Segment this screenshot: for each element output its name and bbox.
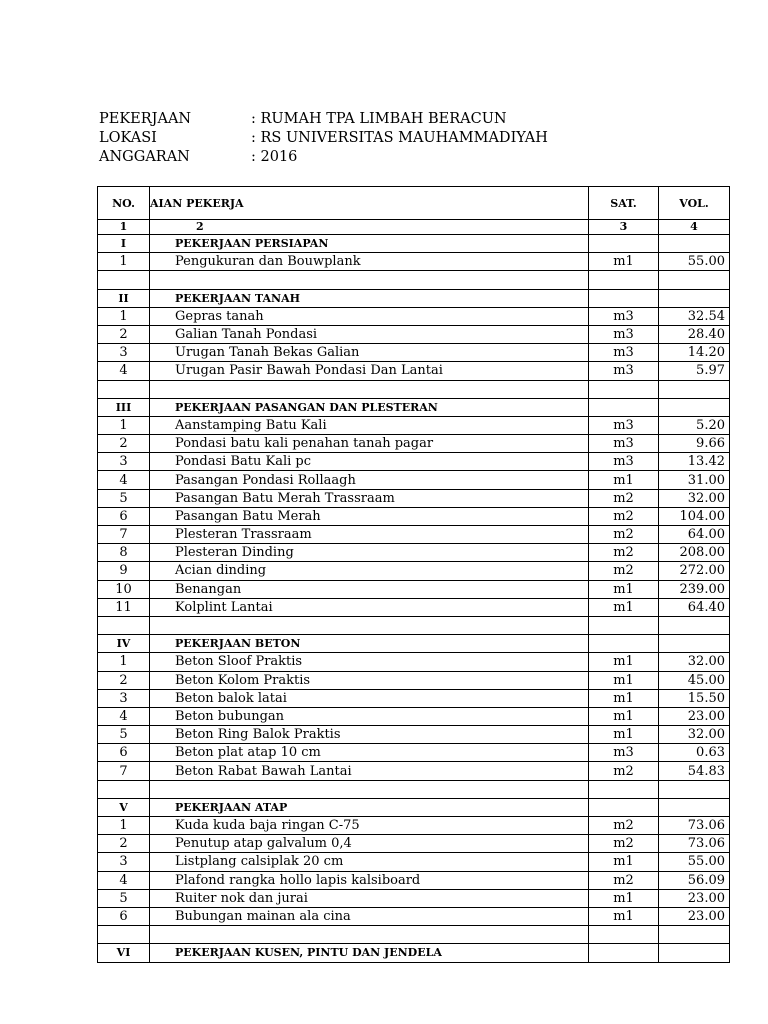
row-description: Aanstamping Batu Kali <box>150 416 589 434</box>
row-number <box>98 271 150 289</box>
row-number: 3 <box>98 344 150 362</box>
document-header <box>99 110 548 167</box>
row-number: 1 <box>98 653 150 671</box>
row-description: Listplang calsiplak 20 cm <box>150 853 589 871</box>
row-description: PEKERJAAN TANAH <box>150 289 589 307</box>
row-volume: 14.20 <box>659 344 730 362</box>
row-unit: m1 <box>589 253 659 271</box>
lokasi-value: : RS UNIVERSITAS MAUHAMMADIYAH <box>251 130 548 146</box>
row-description: Gepras tanah <box>150 307 589 325</box>
row-volume: 64.40 <box>659 598 730 616</box>
row-volume: 32.00 <box>659 489 730 507</box>
row-number: 1 <box>98 416 150 434</box>
row-volume: 54.83 <box>659 762 730 780</box>
row-number: 11 <box>98 598 150 616</box>
row-volume: 32.00 <box>659 653 730 671</box>
row-volume: 272.00 <box>659 562 730 580</box>
row-number: 9 <box>98 562 150 580</box>
row-number: 6 <box>98 907 150 925</box>
row-unit <box>589 271 659 289</box>
row-number <box>98 616 150 634</box>
row-description: Beton Sloof Praktis <box>150 653 589 671</box>
row-number: 3 <box>98 853 150 871</box>
row-number: 4 <box>98 871 150 889</box>
row-unit <box>589 798 659 816</box>
row-description: Beton Kolom Praktis <box>150 671 589 689</box>
section-row <box>98 235 730 253</box>
row-description: Pondasi Batu Kali pc <box>150 453 589 471</box>
row-number: 1 <box>98 253 150 271</box>
row-unit: m1 <box>589 907 659 925</box>
row-unit <box>589 926 659 944</box>
row-volume: 56.09 <box>659 871 730 889</box>
row-unit: m2 <box>589 544 659 562</box>
row-unit: m3 <box>589 325 659 343</box>
row-number: 1 <box>98 307 150 325</box>
row-volume: 45.00 <box>659 671 730 689</box>
row-number: 7 <box>98 526 150 544</box>
row-number <box>98 780 150 798</box>
row-description <box>150 380 589 398</box>
row-description: Bubungan mainan ala cina <box>150 907 589 925</box>
row-volume <box>659 798 730 816</box>
row-volume: 9.66 <box>659 435 730 453</box>
row-volume <box>659 380 730 398</box>
row-unit: m3 <box>589 453 659 471</box>
row-unit <box>589 780 659 798</box>
pekerjaan-label: PEKERJAAN <box>99 111 192 127</box>
table-row <box>98 853 730 871</box>
row-unit: m3 <box>589 344 659 362</box>
table-row <box>98 653 730 671</box>
row-unit: m2 <box>589 562 659 580</box>
row-number: 4 <box>98 707 150 725</box>
row-unit: m1 <box>589 671 659 689</box>
row-unit: m2 <box>589 489 659 507</box>
row-volume: 32.54 <box>659 307 730 325</box>
row-unit: m3 <box>589 435 659 453</box>
row-unit: m1 <box>589 726 659 744</box>
row-volume <box>659 398 730 416</box>
row-volume: 32.00 <box>659 726 730 744</box>
row-number: 2 <box>98 835 150 853</box>
row-volume: 55.00 <box>659 253 730 271</box>
row-unit <box>589 289 659 307</box>
row-description: PEKERJAAN KUSEN, PINTU DAN JENDELA <box>150 944 589 962</box>
table-row <box>98 762 730 780</box>
row-number: I <box>98 235 150 253</box>
row-number: 4 <box>98 362 150 380</box>
row-volume: 239.00 <box>659 580 730 598</box>
table-row <box>98 889 730 907</box>
row-description: Ruiter nok dan jurai <box>150 889 589 907</box>
table-row <box>98 507 730 525</box>
table-row <box>98 835 730 853</box>
table-row <box>98 544 730 562</box>
row-number: 6 <box>98 744 150 762</box>
table-row <box>98 871 730 889</box>
row-description: Beton balok latai <box>150 689 589 707</box>
table-row <box>98 344 730 362</box>
column-header-unit: SAT. <box>589 187 659 220</box>
row-volume <box>659 235 730 253</box>
row-description: PEKERJAAN PERSIAPAN <box>150 235 589 253</box>
table-row <box>98 362 730 380</box>
row-volume: 0.63 <box>659 744 730 762</box>
row-volume: 23.00 <box>659 907 730 925</box>
row-unit: m1 <box>589 471 659 489</box>
table-row <box>98 435 730 453</box>
row-number: 10 <box>98 580 150 598</box>
row-description: Beton plat atap 10 cm <box>150 744 589 762</box>
row-description: Benangan <box>150 580 589 598</box>
row-volume: 104.00 <box>659 507 730 525</box>
row-description <box>150 926 589 944</box>
table-row <box>98 325 730 343</box>
row-number: 2 <box>98 435 150 453</box>
table-row <box>98 580 730 598</box>
column-header-no: NO. <box>98 187 150 220</box>
row-number: 2 <box>98 671 150 689</box>
row-unit: m3 <box>589 307 659 325</box>
row-description: Galian Tanah Pondasi <box>150 325 589 343</box>
row-number <box>98 380 150 398</box>
row-volume: 73.06 <box>659 835 730 853</box>
row-number: II <box>98 289 150 307</box>
table-row <box>98 453 730 471</box>
table-row <box>98 307 730 325</box>
section-row <box>98 289 730 307</box>
row-number: 7 <box>98 762 150 780</box>
row-number: 6 <box>98 507 150 525</box>
row-unit: m2 <box>589 507 659 525</box>
header-row-pekerjaan <box>99 110 548 129</box>
row-volume: 13.42 <box>659 453 730 471</box>
row-volume: 31.00 <box>659 471 730 489</box>
row-number: III <box>98 398 150 416</box>
row-volume <box>659 635 730 653</box>
row-description <box>150 780 589 798</box>
row-unit: m1 <box>589 707 659 725</box>
row-unit <box>589 944 659 962</box>
column-header-description: AIAN PEKERJA <box>150 187 589 220</box>
row-unit <box>589 635 659 653</box>
row-volume: 28.40 <box>659 325 730 343</box>
column-header-volume: VOL. <box>659 187 730 220</box>
row-number: 4 <box>98 471 150 489</box>
row-unit: m2 <box>589 762 659 780</box>
row-number <box>98 926 150 944</box>
column-number-4: 4 <box>659 220 730 235</box>
table-row <box>98 598 730 616</box>
column-number-row <box>98 220 730 235</box>
lokasi-label: LOKASI <box>99 130 157 146</box>
row-description: PEKERJAAN PASANGAN DAN PLESTERAN <box>150 398 589 416</box>
row-volume: 15.50 <box>659 689 730 707</box>
row-number: IV <box>98 635 150 653</box>
row-unit <box>589 398 659 416</box>
row-description: Beton bubungan <box>150 707 589 725</box>
row-unit: m1 <box>589 853 659 871</box>
row-unit: m2 <box>589 526 659 544</box>
row-volume <box>659 944 730 962</box>
row-unit <box>589 616 659 634</box>
anggaran-label: ANGGARAN <box>99 149 190 165</box>
column-number-3: 3 <box>589 220 659 235</box>
section-row <box>98 398 730 416</box>
header-row-lokasi <box>99 129 548 148</box>
row-description: Beton Ring Balok Praktis <box>150 726 589 744</box>
row-description: Kolplint Lantai <box>150 598 589 616</box>
table-row <box>98 707 730 725</box>
row-unit: m2 <box>589 871 659 889</box>
row-number: V <box>98 798 150 816</box>
row-number: 5 <box>98 726 150 744</box>
table-row <box>98 253 730 271</box>
table-row <box>98 489 730 507</box>
table-row <box>98 817 730 835</box>
row-number: 3 <box>98 453 150 471</box>
row-description <box>150 271 589 289</box>
blank-row <box>98 780 730 798</box>
row-volume: 5.20 <box>659 416 730 434</box>
table-row <box>98 526 730 544</box>
row-description: Plesteran Dinding <box>150 544 589 562</box>
row-volume <box>659 616 730 634</box>
row-number: 2 <box>98 325 150 343</box>
row-volume: 73.06 <box>659 817 730 835</box>
row-volume: 23.00 <box>659 889 730 907</box>
row-unit: m2 <box>589 817 659 835</box>
column-number-1: 1 <box>98 220 150 235</box>
row-description <box>150 616 589 634</box>
row-unit <box>589 380 659 398</box>
anggaran-value: : 2016 <box>251 149 298 165</box>
blank-row <box>98 926 730 944</box>
table-row <box>98 726 730 744</box>
section-row <box>98 798 730 816</box>
row-volume: 23.00 <box>659 707 730 725</box>
row-description: Kuda kuda baja ringan C-75 <box>150 817 589 835</box>
row-description: Plafond rangka hollo lapis kalsiboard <box>150 871 589 889</box>
blank-row <box>98 380 730 398</box>
row-description: PEKERJAAN ATAP <box>150 798 589 816</box>
pekerjaan-value: : RUMAH TPA LIMBAH BERACUN <box>251 111 507 127</box>
row-volume <box>659 271 730 289</box>
row-unit: m1 <box>589 889 659 907</box>
row-number: 5 <box>98 489 150 507</box>
row-unit: m1 <box>589 580 659 598</box>
row-unit: m3 <box>589 362 659 380</box>
row-description: Urugan Pasir Bawah Pondasi Dan Lantai <box>150 362 589 380</box>
row-unit: m3 <box>589 744 659 762</box>
row-description: PEKERJAAN BETON <box>150 635 589 653</box>
table-row <box>98 689 730 707</box>
row-unit: m3 <box>589 416 659 434</box>
row-unit: m1 <box>589 598 659 616</box>
row-volume: 208.00 <box>659 544 730 562</box>
table-row <box>98 671 730 689</box>
blank-row <box>98 616 730 634</box>
row-description: Beton Rabat Bawah Lantai <box>150 762 589 780</box>
row-number: 8 <box>98 544 150 562</box>
row-unit: m2 <box>589 835 659 853</box>
row-volume: 55.00 <box>659 853 730 871</box>
row-unit: m1 <box>589 653 659 671</box>
row-description: Pondasi batu kali penahan tanah pagar <box>150 435 589 453</box>
column-number-2: 2 <box>150 220 589 235</box>
row-number: 5 <box>98 889 150 907</box>
table-header-row <box>98 187 730 220</box>
row-volume <box>659 780 730 798</box>
work-item-table <box>97 186 730 963</box>
row-description: Penutup atap galvalum 0,4 <box>150 835 589 853</box>
row-volume: 5.97 <box>659 362 730 380</box>
row-number: 1 <box>98 817 150 835</box>
row-number: VI <box>98 944 150 962</box>
row-description: Plesteran Trassraam <box>150 526 589 544</box>
row-description: Pengukuran dan Bouwplank <box>150 253 589 271</box>
table-row <box>98 744 730 762</box>
blank-row <box>98 271 730 289</box>
table-row <box>98 471 730 489</box>
row-description: Acian dinding <box>150 562 589 580</box>
row-description: Pasangan Batu Merah Trassraam <box>150 489 589 507</box>
row-volume <box>659 289 730 307</box>
row-volume: 64.00 <box>659 526 730 544</box>
row-description: Urugan Tanah Bekas Galian <box>150 344 589 362</box>
table-row <box>98 562 730 580</box>
section-row <box>98 944 730 962</box>
table-row <box>98 907 730 925</box>
section-row <box>98 635 730 653</box>
row-volume <box>659 926 730 944</box>
row-description: Pasangan Pondasi Rollaagh <box>150 471 589 489</box>
header-row-anggaran <box>99 148 548 167</box>
row-description: Pasangan Batu Merah <box>150 507 589 525</box>
row-unit: m1 <box>589 689 659 707</box>
table-row <box>98 416 730 434</box>
row-unit <box>589 235 659 253</box>
row-number: 3 <box>98 689 150 707</box>
